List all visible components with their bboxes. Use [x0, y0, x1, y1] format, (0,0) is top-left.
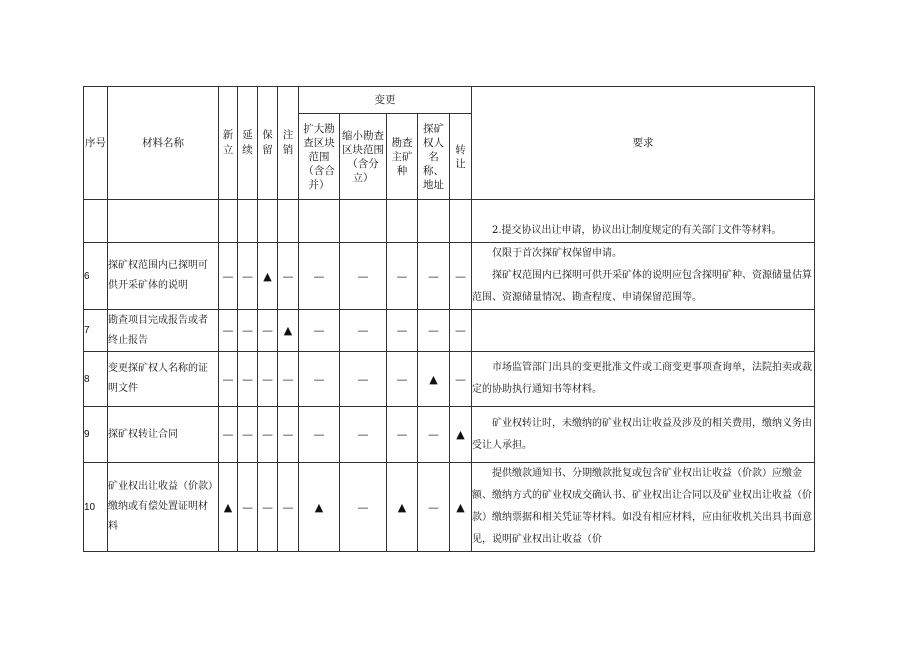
row-seq: 6 — [84, 243, 108, 310]
header-material-name: 材料名称 — [108, 87, 219, 200]
mark-cell: — — [418, 407, 450, 463]
mark-cell: — — [278, 352, 299, 407]
row-seq — [84, 200, 108, 243]
header-transfer: 转 让 — [450, 114, 472, 200]
header-expand-area: 扩大勘 查区块 范围 （含合 并） — [299, 114, 340, 200]
mark-cell: ▲ — [219, 463, 238, 552]
row-requirement: 提供缴款通知书、分期缴款批复或包含矿业权出让收益（价款）应缴金额、缴纳方式的矿业权成交确认书、矿业权出让合同以及矿业权出让收益（价款）缴纳票据和相关凭证等材料。如没有相应材料，应由征收机关出具书面意见，说明矿业权出让收益（价 — [472, 463, 815, 552]
mark-cell: — — [238, 352, 258, 407]
header-requirement: 要求 — [472, 87, 815, 200]
mark-cell: — — [299, 243, 340, 310]
mark-cell: ▲ — [450, 407, 472, 463]
mark-cell: — — [299, 352, 340, 407]
mark-cell: — — [387, 243, 418, 310]
mark-cell: — — [238, 407, 258, 463]
header-extend: 延 续 — [238, 87, 258, 200]
mark-cell: — — [387, 407, 418, 463]
mark-cell: — — [340, 352, 387, 407]
mark-cell: — — [258, 352, 278, 407]
mark-cell: — — [450, 352, 472, 407]
mark-cell: — — [340, 243, 387, 310]
mark-cell: — — [219, 243, 238, 310]
mark-cell: — — [299, 310, 340, 352]
mark-cell: ▲ — [418, 352, 450, 407]
header-seq: 序号 — [84, 87, 108, 200]
row-material-name: 勘查项目完成报告或者 终止报告 — [108, 310, 219, 352]
row-seq: 9 — [84, 407, 108, 463]
row-seq: 8 — [84, 352, 108, 407]
mark-cell: — — [219, 310, 238, 352]
header-cancel: 注 销 — [278, 87, 299, 200]
header-row-1 — [84, 87, 815, 114]
row-material-name: 变更探矿权人名称的证 明文件 — [108, 352, 219, 407]
row-material-name: 矿业权出让收益（价款） 缴纳或有偿处置证明材 料 — [108, 463, 219, 552]
header-shrink-area: 缩小勘查 区块范围 （含分 立） — [340, 114, 387, 200]
mark-cell: — — [219, 352, 238, 407]
mark-cell: — — [418, 310, 450, 352]
mark-cell: — — [258, 310, 278, 352]
mark-cell: — — [238, 463, 258, 552]
header-new: 新 立 — [219, 87, 238, 200]
mark-cell: ▲ — [278, 310, 299, 352]
header-reserve: 保 留 — [258, 87, 278, 200]
table-row — [84, 243, 815, 310]
mark-cell: — — [418, 463, 450, 552]
table-row — [84, 463, 815, 552]
header-holder-name: 探矿 权人 名 称、 地址 — [418, 114, 450, 200]
materials-table — [83, 86, 815, 552]
table-row — [84, 407, 815, 463]
mark-cell: — — [340, 407, 387, 463]
mark-cell: ▲ — [258, 243, 278, 310]
mark-cell: — — [278, 407, 299, 463]
mark-cell: — — [238, 310, 258, 352]
row-seq: 10 — [84, 463, 108, 552]
mark-cell: — — [278, 243, 299, 310]
mark-cell: ▲ — [299, 463, 340, 552]
row-requirement: 市场监管部门出具的变更批准文件或工商变更事项查询单，法院拍卖或裁定的协助执行通知书等材料。 — [472, 352, 815, 407]
table-row — [84, 200, 815, 243]
mark-cell: — — [418, 243, 450, 310]
mark-cell: — — [258, 407, 278, 463]
mark-cell: — — [258, 463, 278, 552]
row-requirement: 仅限于首次探矿权保留申请。 探矿权范围内已探明可供开采矿体的说明应包含探明矿种、资源储量估算范围、资源储量情况、勘查程度、申请保留范围等。 — [472, 243, 815, 310]
row-requirement — [472, 310, 815, 352]
mark-cell: — — [219, 407, 238, 463]
row-requirement: 2.提交协议出让申请，协议出让制度规定的有关部门文件等材料。 — [472, 200, 815, 243]
mark-cell: — — [340, 463, 387, 552]
mark-cell: — — [278, 463, 299, 552]
row-material-name: 探矿权转让合同 — [108, 407, 219, 463]
mark-cell: ▲ — [450, 463, 472, 552]
table-row — [84, 352, 815, 407]
mark-cell: — — [387, 352, 418, 407]
header-change: 变更 — [299, 87, 472, 114]
mark-cell: — — [450, 310, 472, 352]
mark-cell: — — [450, 243, 472, 310]
table-row — [84, 310, 815, 352]
row-material-name: 探矿权范围内已探明可 供开采矿体的说明 — [108, 243, 219, 310]
header-main-mineral: 勘查 主矿 种 — [387, 114, 418, 200]
row-requirement: 矿业权转让时，未缴纳的矿业权出让收益及涉及的相关费用，缴纳义务由受让人承担。 — [472, 407, 815, 463]
row-seq: 7 — [84, 310, 108, 352]
mark-cell: — — [238, 243, 258, 310]
mark-cell: — — [299, 407, 340, 463]
row-material-name — [108, 200, 219, 243]
mark-cell: — — [387, 310, 418, 352]
mark-cell: — — [340, 310, 387, 352]
mark-cell: ▲ — [387, 463, 418, 552]
